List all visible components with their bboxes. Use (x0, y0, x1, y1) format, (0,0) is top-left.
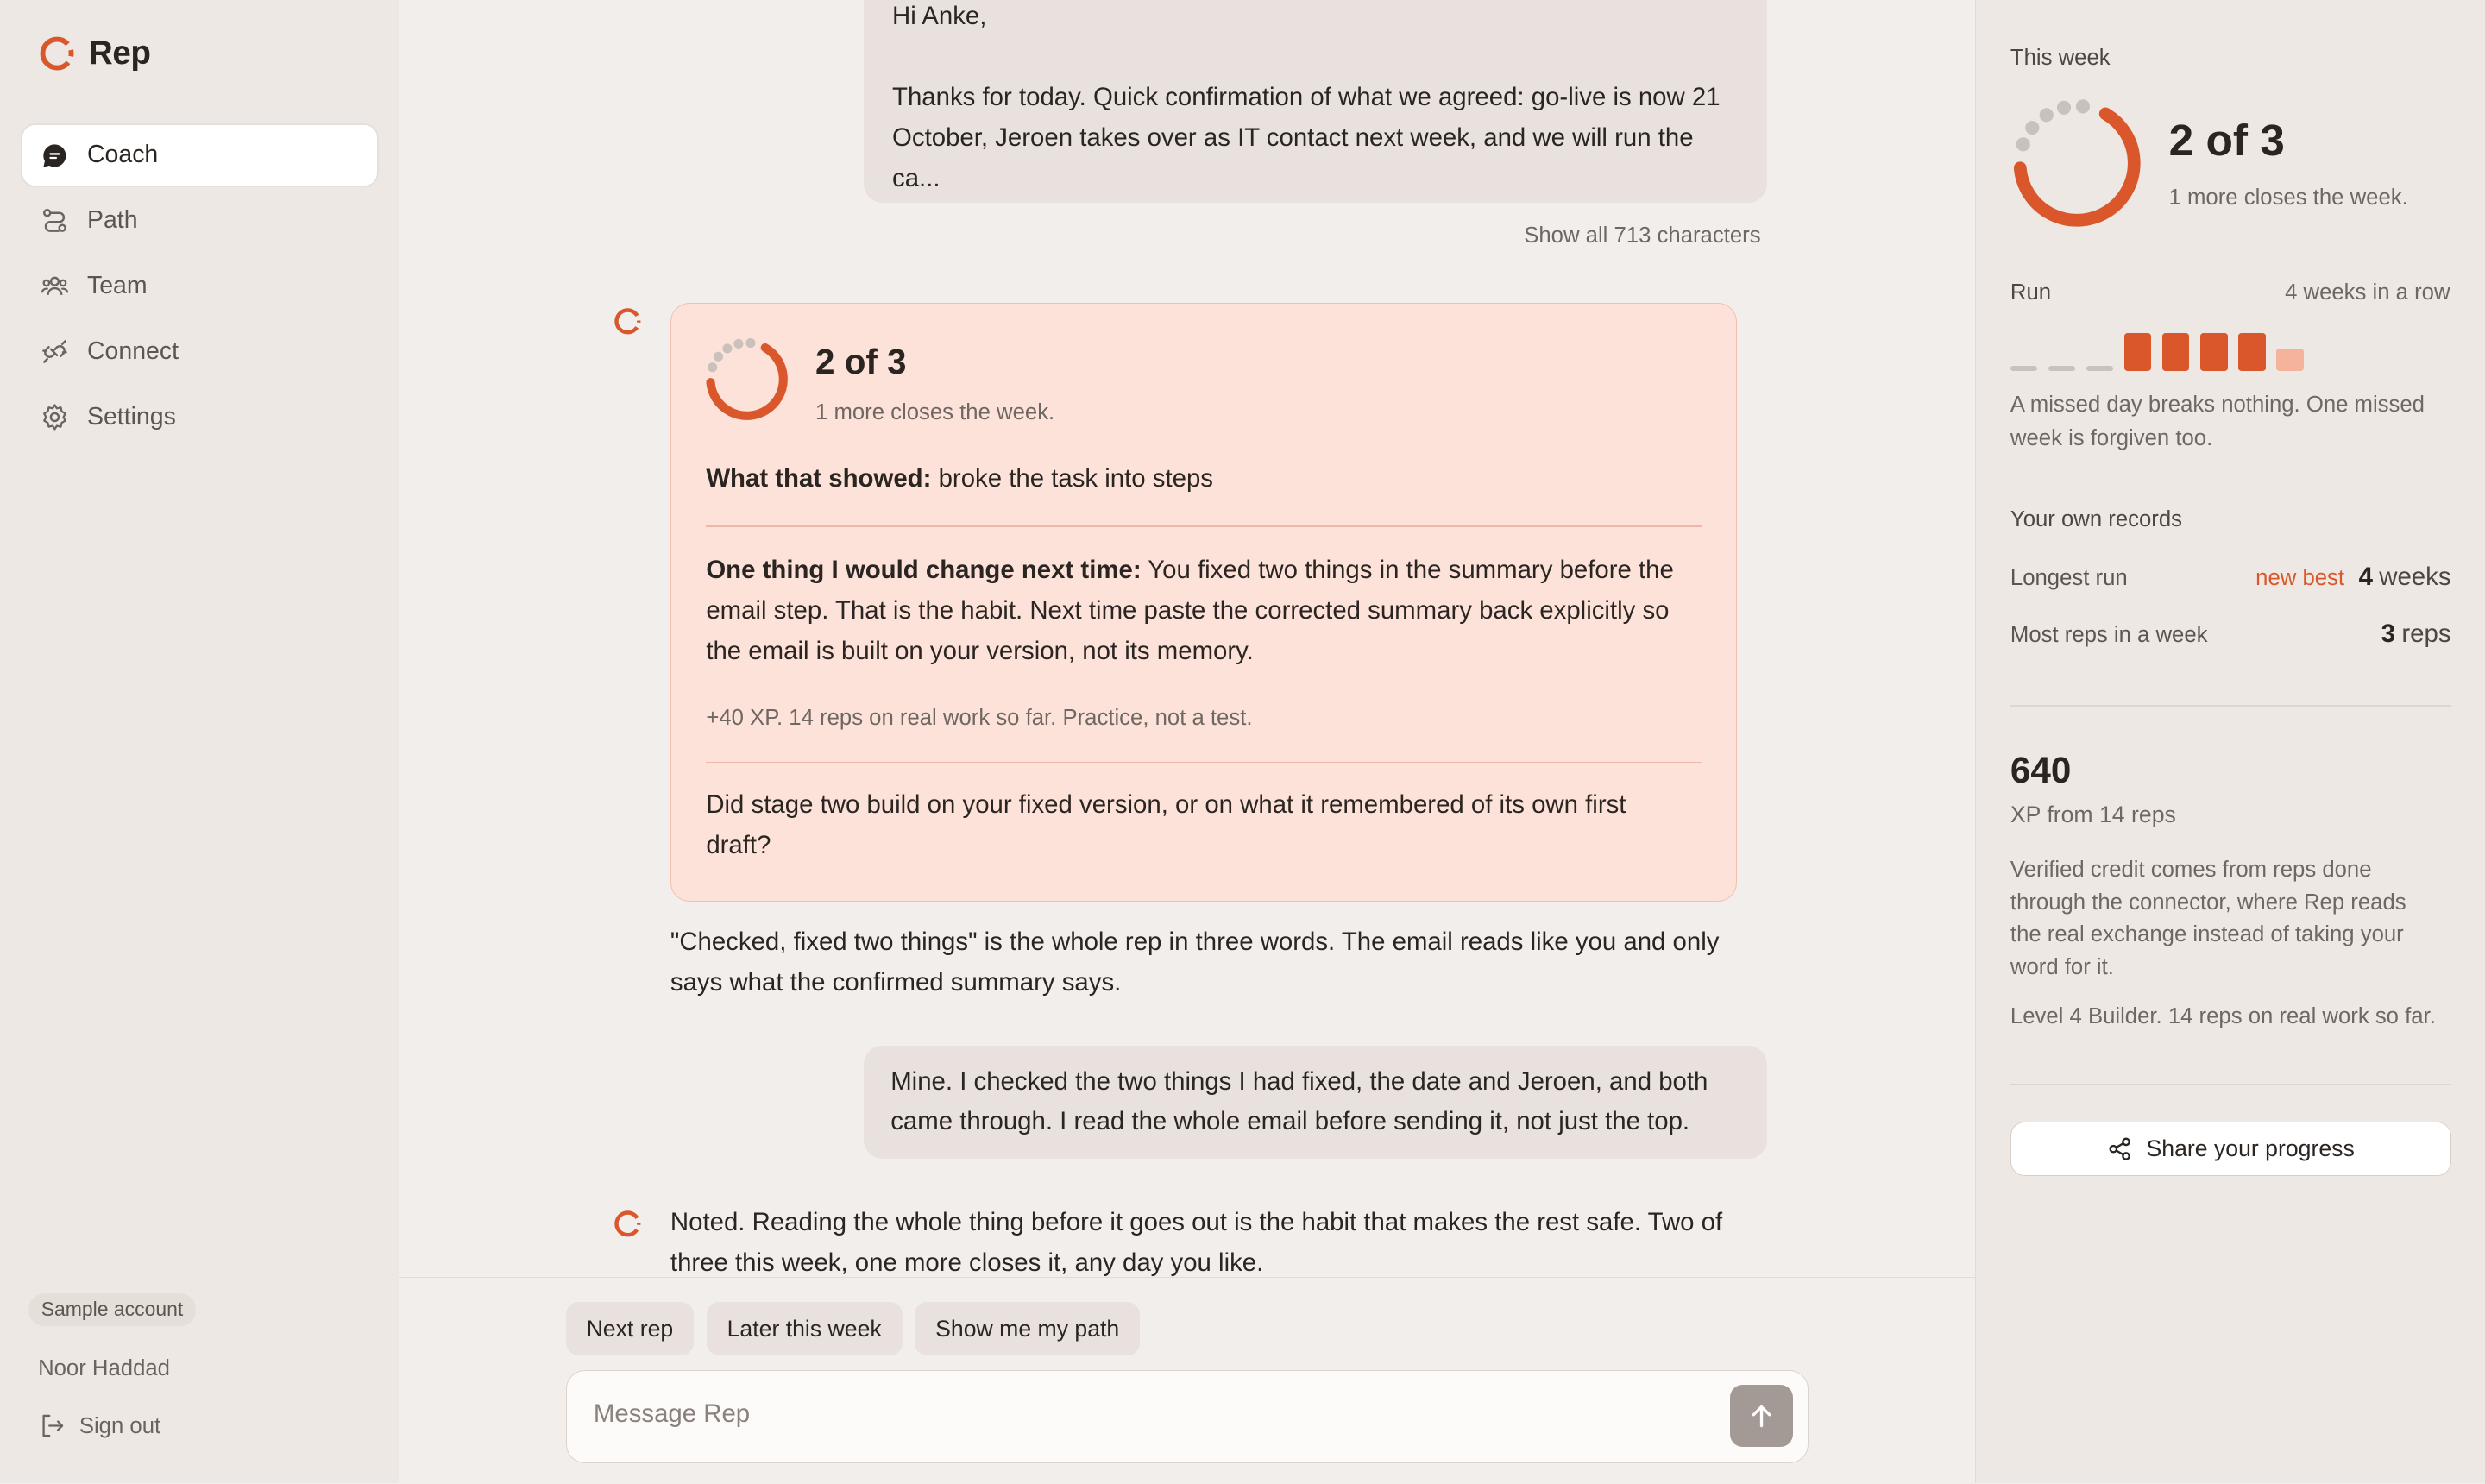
record-label: Most reps in a week (2010, 623, 2208, 648)
record-label: Longest run (2010, 566, 2128, 591)
assistant-message: Noted. Reading the whole thing before it goes out is the habit that makes the rest safe. Two of three this week, one more closes it, any day you like. (670, 1208, 1723, 1277)
run-week-done (2238, 333, 2265, 371)
panel-divider (2010, 1084, 2451, 1085)
nav-item-coach[interactable] (22, 125, 377, 186)
message-greeting: Hi Anke, (892, 2, 987, 31)
xp-from: XP from 14 reps (2010, 802, 2176, 828)
nav-item-connect[interactable] (22, 322, 377, 382)
progress-panel (1975, 0, 2485, 1483)
change-text: You fixed two things in the summary before the email step. That is the habit. Next time paste the corrected summary back explicitly so the email is built on your version, not its memory. (706, 556, 1674, 665)
sidebar (0, 0, 399, 1483)
remaining-dot (723, 344, 733, 354)
new-best-badge: new best (2255, 566, 2345, 591)
nav-label-path: Path (87, 206, 138, 235)
remaining-dot (708, 362, 718, 372)
record-unit: weeks (2379, 563, 2451, 592)
composer-area (399, 1277, 1975, 1483)
share-progress-button[interactable] (2010, 1122, 2451, 1175)
team-icon (40, 271, 70, 301)
share-icon (2107, 1136, 2132, 1161)
card-divider (706, 525, 1701, 527)
sample-account-badge: Sample account (28, 1293, 196, 1326)
share-label: Share your progress (2146, 1135, 2355, 1162)
what-that-showed (706, 459, 1704, 500)
this-week-label: This week (2010, 46, 2111, 71)
run-week-done (2162, 333, 2189, 371)
nav-label-settings: Settings (87, 402, 176, 431)
run-week-done (2200, 333, 2227, 371)
app-logo[interactable] (38, 35, 151, 72)
remaining-dot (2016, 137, 2030, 151)
showed-text: broke the task into steps (938, 463, 1213, 493)
send-button[interactable] (1730, 1385, 1793, 1447)
run-label: Run (2010, 280, 2052, 305)
change-next-time (706, 550, 1704, 671)
rep-avatar-icon (612, 1208, 644, 1240)
rep-avatar-icon (612, 305, 644, 337)
nav-item-path[interactable] (22, 191, 377, 251)
remaining-dot (734, 339, 744, 349)
showed-label: What that showed: (706, 463, 932, 493)
message-composer (566, 1370, 1809, 1463)
chat-main (399, 0, 1975, 1483)
run-week-empty (2086, 366, 2113, 371)
run-week-empty (2010, 366, 2037, 371)
message-body: Thanks for today. Quick confirmation of what we agreed: go-live is now 21 October, Jeroen takes over as IT contact next week, and we will run the ca... (892, 82, 1721, 192)
rep-logo-icon (38, 35, 76, 72)
nav-label-connect: Connect (87, 336, 179, 365)
nav-item-team[interactable] (22, 256, 377, 317)
xp-description: Verified credit comes from reps done through the connector, where Rep reads the real exchange instead of taking your word for it. (2010, 857, 2406, 979)
panel-divider (2010, 705, 2451, 707)
plug-icon (40, 336, 70, 367)
xp-total: 640 (2010, 749, 2072, 790)
week-progress-sub: 1 more closes the week. (2168, 185, 2408, 210)
run-note: A missed day breaks nothing. One missed week is forgiven too. (2010, 392, 2425, 450)
run-summary: 4 weeks in a row (2285, 280, 2450, 305)
app-name: Rep (88, 35, 151, 72)
week-progress-title: 2 of 3 (2168, 115, 2285, 166)
record-value: 3 (2381, 619, 2396, 649)
level-text: Level 4 Builder. 14 reps on real work so far. (2010, 1004, 2436, 1029)
main-nav (22, 125, 377, 452)
remaining-dot (2057, 101, 2071, 115)
card-question: Did stage two build on your fixed version, or on what it remembered of its own first draft? (706, 790, 1626, 859)
card-progress-sub: 1 more closes the week. (815, 399, 1055, 424)
sign-out-icon (38, 1412, 66, 1440)
message-input[interactable] (594, 1399, 1703, 1429)
chip-next-rep[interactable]: Next rep (566, 1302, 694, 1355)
remaining-dot (746, 338, 756, 348)
user-name: Noor Haddad (38, 1356, 170, 1381)
week-progress-ring (704, 336, 790, 422)
assistant-message: "Checked, fixed two things" is the whole rep in three words. The email reads like you and only says what the confirmed summary says. (670, 927, 1720, 997)
chip-later-this-week[interactable]: Later this week (707, 1302, 903, 1355)
run-streak-bars (2010, 330, 2312, 371)
chat-thread[interactable] (399, 0, 1975, 1277)
user-message: Mine. I checked the two things I had fixed, the date and Jeroen, and both came through. I read the whole email before sending it, not just the top. (864, 1046, 1767, 1158)
run-week-empty (2048, 366, 2075, 371)
record-most-reps (2010, 619, 2451, 649)
nav-label-team: Team (87, 272, 148, 300)
run-week-current (2276, 349, 2303, 371)
chat-bubble-icon (40, 141, 70, 171)
sign-out-label: Sign out (79, 1413, 161, 1438)
week-progress-ring (2010, 97, 2143, 230)
card-divider (706, 762, 1701, 764)
card-progress-title: 2 of 3 (815, 341, 907, 381)
nav-item-settings[interactable] (22, 387, 377, 447)
path-icon (40, 205, 70, 236)
chip-show-my-path[interactable]: Show me my path (915, 1302, 1140, 1355)
show-all-characters-link[interactable]: Show all 713 characters (1524, 223, 1761, 248)
suggestion-chips (566, 1302, 1140, 1355)
gear-icon (40, 402, 70, 432)
record-value: 4 (2358, 563, 2373, 592)
run-week-done (2124, 333, 2151, 371)
records-heading: Your own records (2010, 506, 2182, 531)
feedback-card (670, 303, 1737, 902)
record-unit: reps (2401, 619, 2451, 649)
user-message-email-draft (864, 0, 1767, 203)
remaining-dot (2040, 108, 2054, 122)
record-longest-run (2010, 563, 2451, 592)
remaining-dot (2076, 99, 2090, 113)
nav-label-coach: Coach (87, 141, 159, 169)
change-label: One thing I would change next time: (706, 556, 1142, 585)
remaining-dot (2025, 121, 2039, 135)
remaining-dot (714, 352, 723, 362)
xp-note: +40 XP. 14 reps on real work so far. Practice, not a test. (706, 706, 1253, 731)
sign-out-button[interactable] (38, 1412, 160, 1440)
arrow-up-icon (1747, 1402, 1776, 1431)
